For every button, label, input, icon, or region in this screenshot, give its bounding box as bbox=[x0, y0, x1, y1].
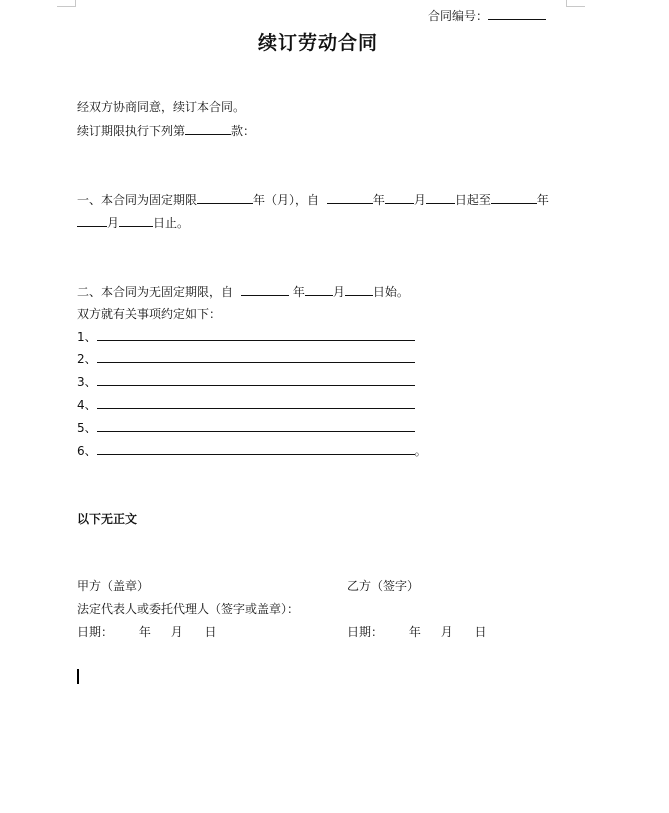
contract-number bbox=[428, 7, 546, 24]
agreement-item: 2、 bbox=[77, 350, 415, 367]
item-blank-line[interactable] bbox=[97, 373, 415, 386]
open-term-year-blank[interactable] bbox=[241, 283, 289, 296]
open-term-day-blank[interactable] bbox=[345, 283, 373, 296]
start-year-blank[interactable] bbox=[327, 191, 373, 204]
clause-2-line: 二、本合同为无固定期限，自 年 月 日始。 bbox=[77, 285, 409, 299]
party-b-signature: 乙方（签字） bbox=[347, 579, 420, 593]
item-end-mark: 。 bbox=[414, 444, 427, 458]
start-month-blank[interactable] bbox=[385, 191, 414, 204]
end-day-blank[interactable] bbox=[119, 214, 153, 227]
document-title: 续订劳动合同 bbox=[258, 32, 379, 54]
agreed-items-intro: 双方就有关事项约定如下： bbox=[77, 307, 222, 321]
text-cursor[interactable] bbox=[77, 669, 79, 684]
fixed-term-blank[interactable] bbox=[197, 191, 253, 204]
party-a-date: 日期： 年 月 日 bbox=[77, 625, 217, 639]
item-blank-line[interactable] bbox=[97, 419, 415, 432]
clause-1-line-1: 一、本合同为固定期限 年（月），自 年 月 日起至 年 bbox=[77, 193, 549, 207]
no-text-below: 以下无正文 bbox=[77, 512, 138, 526]
contract-number-blank[interactable] bbox=[488, 7, 546, 20]
page-corner-mark bbox=[57, 0, 76, 7]
item-blank-line[interactable] bbox=[97, 350, 415, 363]
agreement-item: 4、 bbox=[77, 396, 415, 413]
party-b-date: 日期： 年 月 日 bbox=[347, 625, 487, 639]
item-blank-line[interactable] bbox=[97, 328, 415, 341]
clause-choice-blank[interactable] bbox=[185, 122, 231, 135]
agreement-item: 6、 。 bbox=[77, 444, 427, 458]
agreement-item: 1、 bbox=[77, 328, 415, 345]
start-day-blank[interactable] bbox=[426, 191, 455, 204]
clause-1-line-2: 月 日止。 bbox=[77, 214, 189, 231]
item-blank-line[interactable] bbox=[97, 442, 415, 455]
contract-number-label: 合同编号： bbox=[428, 9, 489, 23]
legal-representative: 法定代表人或委托代理人（签字或盖章）： bbox=[77, 602, 300, 616]
open-term-month-blank[interactable] bbox=[305, 283, 333, 296]
end-month-blank[interactable] bbox=[77, 214, 107, 227]
agreement-item: 3、 bbox=[77, 373, 415, 390]
intro-line-1: 经双方协商同意，续订本合同。 bbox=[77, 100, 246, 114]
page-corner-mark bbox=[566, 0, 585, 7]
party-a-seal: 甲方（盖章） bbox=[77, 579, 150, 593]
item-blank-line[interactable] bbox=[97, 396, 415, 409]
agreement-item: 5、 bbox=[77, 419, 415, 436]
end-year-blank[interactable] bbox=[491, 191, 537, 204]
intro-line-2: 续订期限执行下列第 款： bbox=[77, 124, 256, 138]
